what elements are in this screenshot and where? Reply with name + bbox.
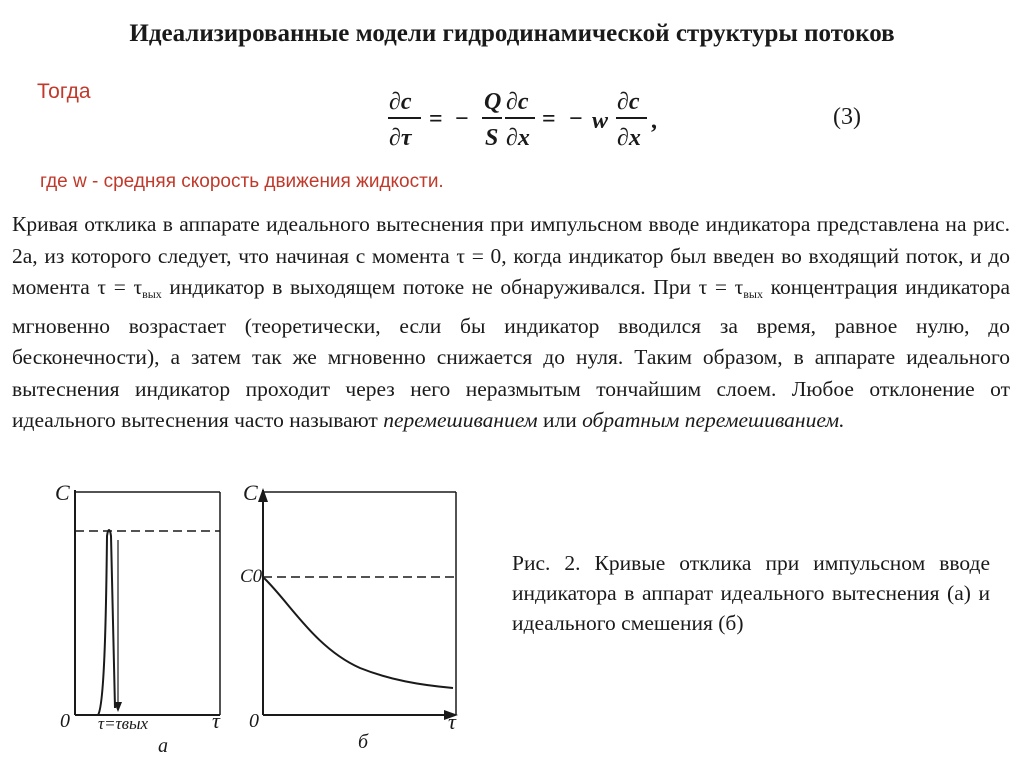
emphasis-mixing: перемешиванием — [383, 408, 538, 432]
eq-num-dc-1: ∂c — [389, 89, 412, 115]
panel-b-decay-curve — [264, 578, 453, 688]
eq-w: w — [592, 108, 609, 134]
paragraph-text-3: концентрация индикатора мгновенно возрастает (теоретически, если бы индикатор вводился за время, равное нулю, до бесконечности), а затем так же мгновенно снижается до нуля. Таким образом, в аппарате идеального вытеснения индикатор проходит через него неразмытым тончайшим слоем. Любое отклонение от идеального вытеснения часто называют — [12, 275, 1010, 432]
eq-minus-1: − — [455, 106, 469, 132]
panel-a-tick-label: τ=τвых — [98, 714, 149, 733]
where-note: где w - средняя скорость движения жидкости. — [40, 171, 444, 192]
panel-b-c0-label: C0 — [240, 566, 263, 587]
panel-b — [240, 480, 458, 753]
eq-den-dx-2: ∂x — [617, 125, 641, 151]
paragraph-text-2: индикатор в выходящем потоке не обнаруживался. При τ = τ — [161, 275, 744, 299]
paragraph-text-4: или — [537, 408, 583, 432]
equation-number: (3) — [833, 104, 861, 130]
eq-equals: = — [429, 106, 443, 132]
eq-den-dtau: ∂τ — [389, 125, 412, 151]
eq-comma: , — [651, 108, 657, 134]
panel-a-x-label: τ — [212, 708, 220, 733]
lead-word: Тогда — [37, 80, 91, 103]
panel-a-origin: 0 — [60, 710, 70, 732]
eq-den-dx-1: ∂x — [506, 125, 530, 151]
panel-b-x-label: τ — [448, 709, 456, 734]
eq-minus-2: − — [569, 106, 583, 132]
panel-b-y-label: C — [243, 480, 258, 505]
emphasis-back-mixing: обратным перемешиванием. — [582, 408, 845, 432]
paragraph-text-1: Кривая отклика в аппарате идеального вытеснения при импульсном вводе индикатора представлена на рис. 2а, из которого следует, что начиная с момента τ = 0, когда индикатор был введен во входящий поток, и до момента τ = τ — [12, 212, 1010, 299]
panel-b-label: б — [358, 731, 369, 753]
panel-a-spike-curve — [98, 530, 115, 715]
figure-response-curves — [40, 478, 480, 763]
panel-a-y-label: C — [55, 480, 70, 505]
panel-b-y-arrowhead — [258, 488, 268, 502]
eq-num-dc-3: ∂c — [617, 89, 640, 115]
eq-num-dc-2: ∂c — [506, 89, 529, 115]
equation — [385, 82, 675, 157]
eq-equals-2: = — [542, 106, 556, 132]
eq-den-S: S — [485, 125, 499, 151]
tau-subscript-1: вых — [142, 287, 162, 301]
figure-caption: Рис. 2. Кривые отклика при импульсном вводе индикатора в аппарат идеального вытеснения (а) и идеального смешения (б) — [512, 551, 990, 635]
panel-a-label: а — [158, 735, 168, 757]
body-paragraph — [12, 209, 1010, 437]
panel-b-origin: 0 — [249, 710, 259, 732]
panel-a — [55, 480, 221, 757]
eq-num-Q: Q — [484, 89, 502, 115]
slide-title: Идеализированные модели гидродинамической структуры потоков — [129, 20, 895, 47]
tau-subscript-2: вых — [743, 287, 763, 301]
